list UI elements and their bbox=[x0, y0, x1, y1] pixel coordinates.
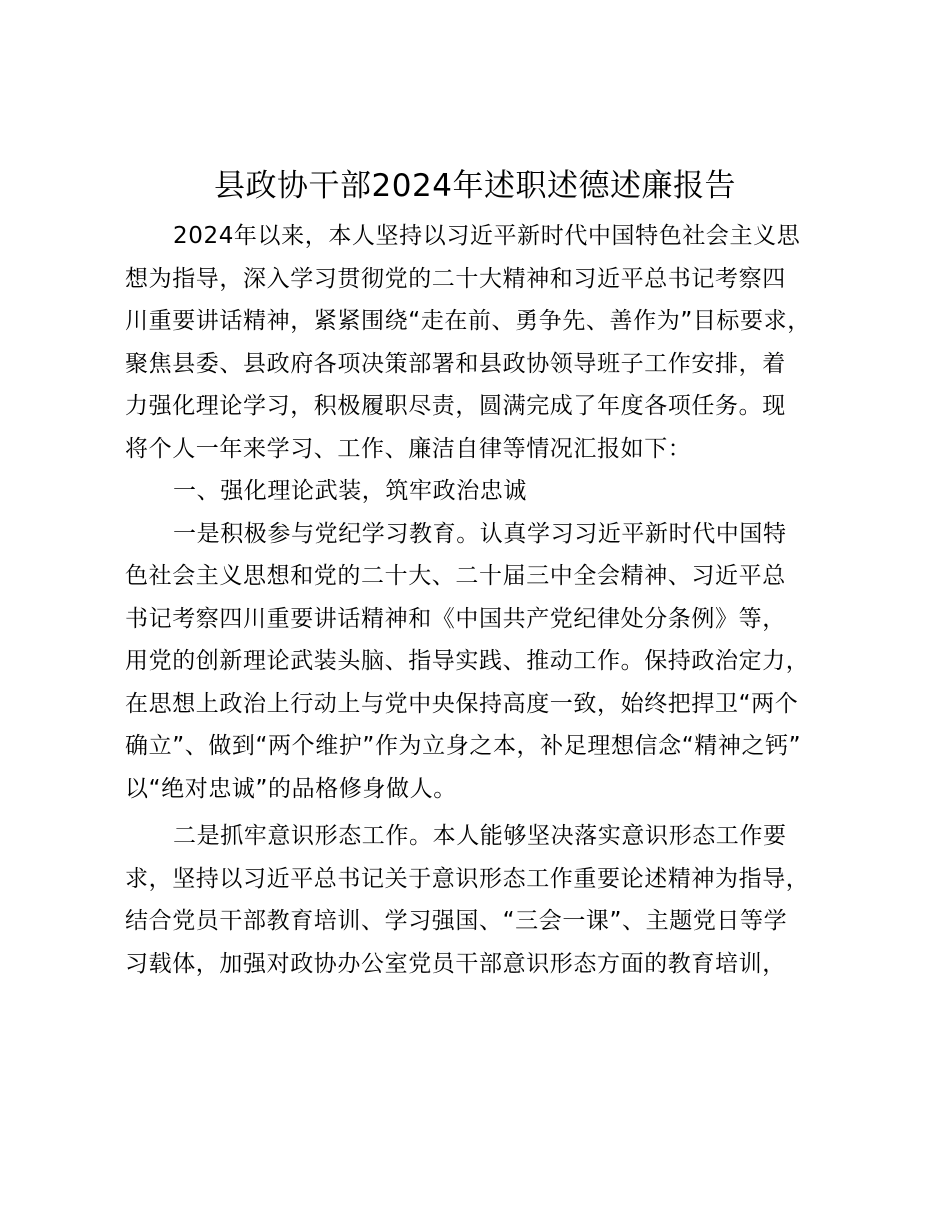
paragraph-line: 色社会主义思想和党的二十大、二十届三中全会精神、习近平总 bbox=[125, 563, 786, 589]
paragraph-line: 想为指导，深入学习贯彻党的二十大精神和习近平总书记考察四 bbox=[125, 265, 786, 292]
paragraph-line: 习载体，加强对政协办公室党员干部意识形态方面的教育培训， bbox=[125, 950, 786, 977]
paragraph-line: 结合党员干部教育培训、学习强国、“三会一课”、主题党日等学 bbox=[125, 908, 788, 934]
paragraph-line: 聚焦县委、县政府各项决策部署和县政协领导班子工作安排，着 bbox=[125, 350, 786, 377]
paragraph-line: 将个人一年来学习、工作、廉洁自律等情况汇报如下： bbox=[125, 435, 692, 462]
paragraph-line: 川重要讲话精神，紧紧围绕“走在前、勇争先、善作为”目标要求， bbox=[125, 308, 811, 334]
paragraph-line: 在思想上政治上行动上与党中央保持高度一致，始终把捍卫“两个 bbox=[125, 690, 799, 717]
document-title: 县政协干部2024年述职述德述廉报告 bbox=[214, 168, 736, 204]
paragraph-line: 书记考察四川重要讲话精神和《中国共产党纪律处分条例》等， bbox=[125, 605, 786, 632]
paragraph-line: 确立”、做到“两个维护”作为立身之本，补足理想信念“精神之钙” bbox=[125, 733, 802, 759]
paragraph-line: 二是抓牢意识形态工作。本人能够坚决落实意识形态工作要 bbox=[173, 823, 787, 849]
paragraph-line: 求，坚持以习近平总书记关于意识形态工作重要论述精神为指导， bbox=[125, 865, 810, 892]
paragraph-line: 2024年以来，本人坚持以习近平新时代中国特色社会主义思 bbox=[173, 223, 801, 249]
paragraph-line: 用党的创新理论武装头脑、指导实践、推动工作。保持政治定力， bbox=[125, 648, 810, 674]
paragraph-line: 力强化理论学习，积极履职尽责，圆满完成了年度各项任务。现 bbox=[125, 393, 786, 419]
paragraph-line: 以“绝对忠诚”的品格修身做人。 bbox=[125, 775, 457, 802]
document-body bbox=[125, 215, 855, 985]
paragraph-line: 一是积极参与党纪学习教育。认真学习习近平新时代中国特 bbox=[173, 520, 787, 547]
section-heading: 一、强化理论武装，筑牢政治忠诚 bbox=[173, 478, 527, 504]
